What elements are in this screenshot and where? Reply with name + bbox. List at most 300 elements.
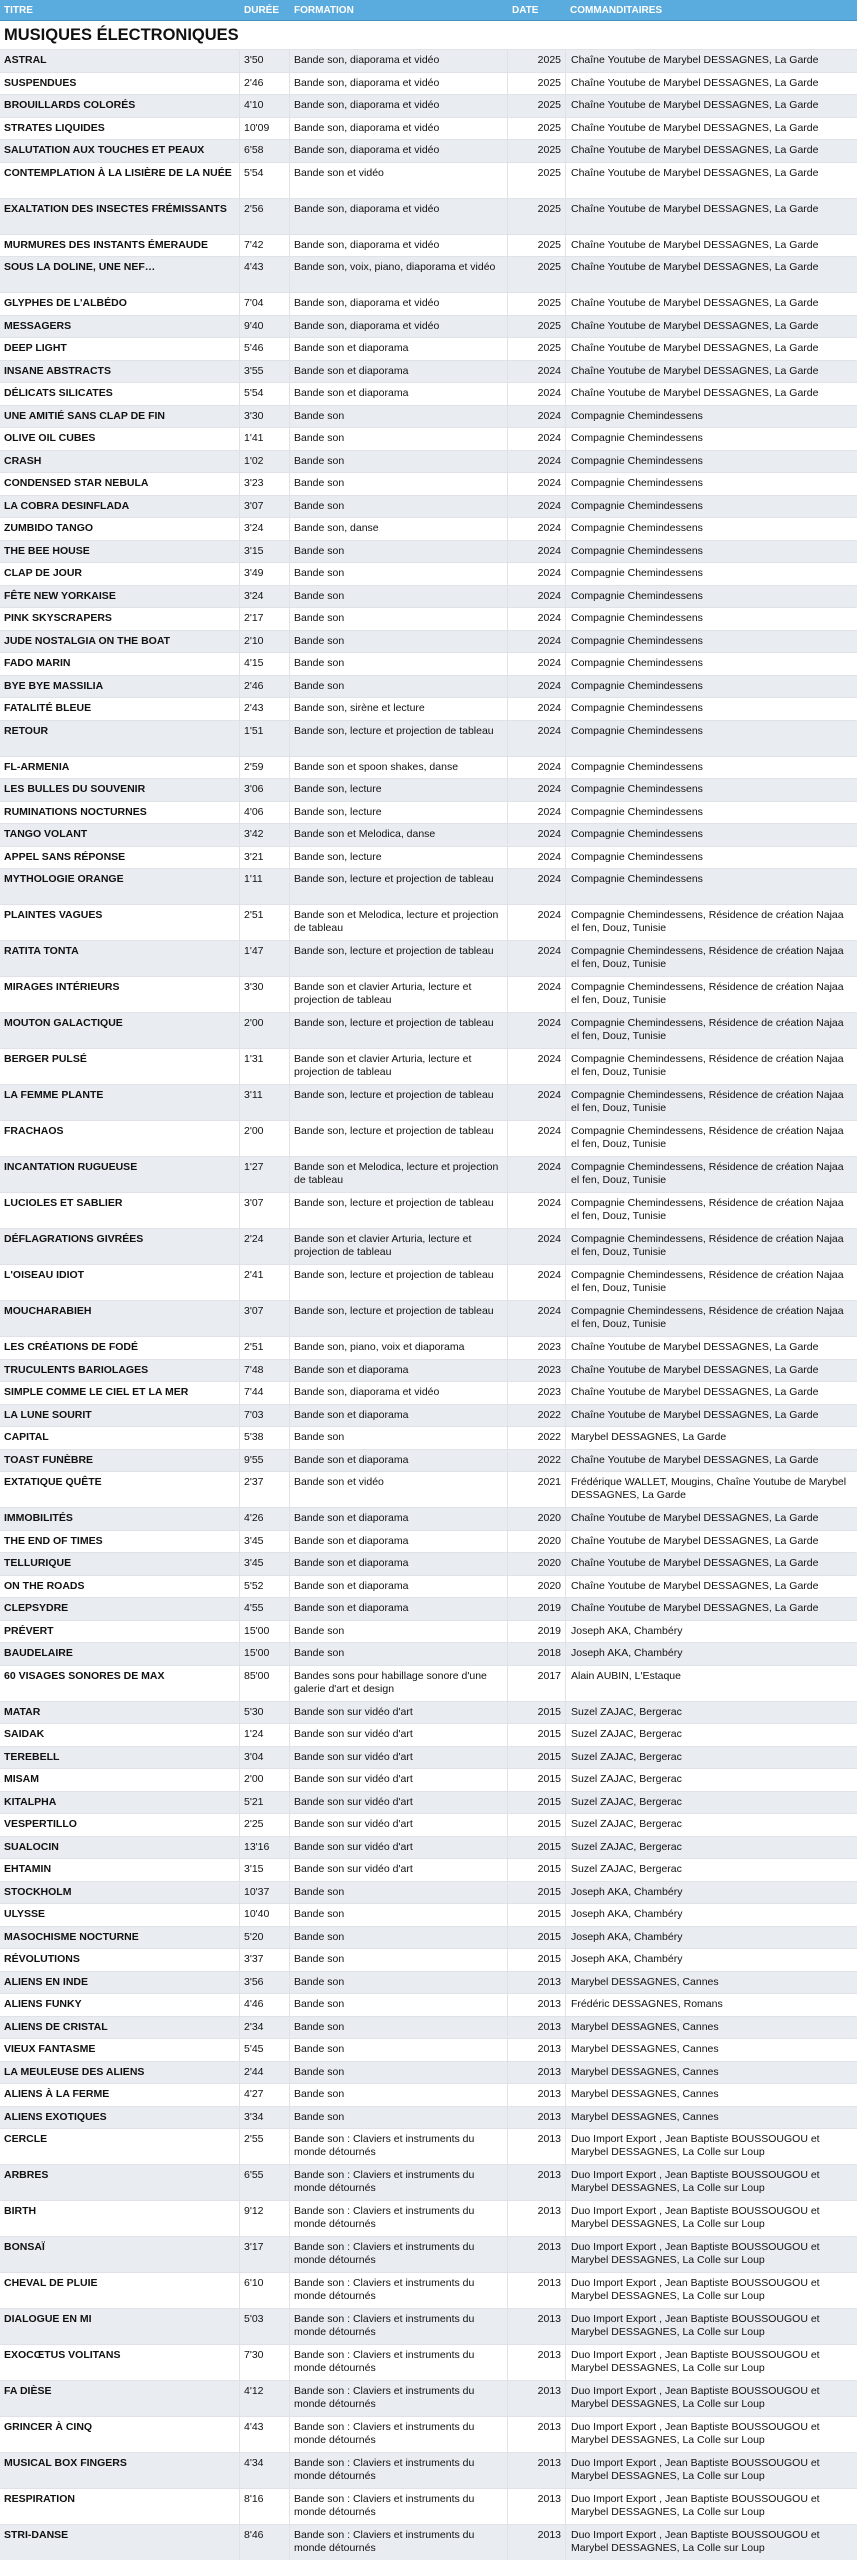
cell-titre: PRÉVERT bbox=[0, 1621, 240, 1643]
cell-formation: Bande son bbox=[290, 2017, 508, 2039]
cell-date: 2024 bbox=[508, 1013, 566, 1048]
cell-date: 2025 bbox=[508, 50, 566, 72]
cell-date: 2013 bbox=[508, 2201, 566, 2236]
cell-date: 2025 bbox=[508, 163, 566, 198]
cell-duree: 2'51 bbox=[240, 905, 290, 940]
table-row bbox=[0, 823, 857, 846]
table-row bbox=[0, 2524, 857, 2560]
table-row bbox=[0, 292, 857, 315]
table-row bbox=[0, 976, 857, 1012]
cell-date: 2022 bbox=[508, 1427, 566, 1449]
cell-formation: Bande son bbox=[290, 586, 508, 608]
cell-date: 2024 bbox=[508, 869, 566, 904]
cell-formation: Bande son bbox=[290, 473, 508, 495]
cell-date: 2025 bbox=[508, 316, 566, 338]
cell-titre: MOUTON GALACTIQUE bbox=[0, 1013, 240, 1048]
cell-commanditaires: Compagnie Chemindessens bbox=[571, 544, 703, 557]
cell-date: 2022 bbox=[508, 1405, 566, 1427]
cell-titre: L'OISEAU IDIOT bbox=[0, 1265, 240, 1300]
cell-titre: SALUTATION AUX TOUCHES ET PEAUX bbox=[0, 140, 240, 162]
cell-date: 2024 bbox=[508, 1121, 566, 1156]
cell-formation: Bande son, lecture et projection de tableau bbox=[290, 1193, 508, 1228]
cell-date: 2024 bbox=[508, 361, 566, 383]
cell-formation: Bande son bbox=[290, 1621, 508, 1643]
table-row bbox=[0, 1530, 857, 1553]
cell-titre: APPEL SANS RÉPONSE bbox=[0, 847, 240, 869]
cell-duree: 3'55 bbox=[240, 361, 290, 383]
table-row bbox=[0, 1858, 857, 1881]
cell-commanditaires: Marybel DESSAGNES, Cannes bbox=[571, 2043, 719, 2055]
cell-date: 2024 bbox=[508, 1157, 566, 1192]
table-row bbox=[0, 1665, 857, 1701]
cell-duree: 4'12 bbox=[240, 2381, 290, 2416]
cell-date: 2023 bbox=[508, 1382, 566, 1404]
cell-formation: Bande son bbox=[290, 1643, 508, 1665]
cell-formation: Bande son et diaporama bbox=[290, 1553, 508, 1575]
cell-date: 2024 bbox=[508, 1193, 566, 1228]
cell-duree: 7'04 bbox=[240, 293, 290, 315]
cell-duree: 2'55 bbox=[240, 2129, 290, 2164]
table-row bbox=[0, 1048, 857, 1084]
cell-commanditaires: Compagnie Chemindessens bbox=[571, 760, 703, 773]
cell-commanditaires: Compagnie Chemindessens bbox=[571, 409, 703, 422]
cell-date: 2025 bbox=[508, 199, 566, 234]
cell-commanditaires: Marybel DESSAGNES, Cannes bbox=[571, 2020, 719, 2033]
cell-commanditaires: Compagnie Chemindessens bbox=[571, 454, 703, 467]
cell-duree: 2'00 bbox=[240, 1013, 290, 1048]
table-row bbox=[0, 1120, 857, 1156]
cell-formation: Bande son et Melodica, danse bbox=[290, 824, 508, 846]
cell-commanditaires: Compagnie Chemindessens bbox=[571, 702, 703, 714]
table-row bbox=[0, 337, 857, 360]
cell-titre: RATITA TONTA bbox=[0, 941, 240, 976]
table-row bbox=[0, 630, 857, 653]
cell-formation: Bande son bbox=[290, 2062, 508, 2084]
cell-commanditaires: Joseph AKA, Chambéry bbox=[571, 1908, 683, 1920]
cell-date: 2013 bbox=[508, 1994, 566, 2016]
cell-titre: SUSPENDUES bbox=[0, 73, 240, 95]
cell-commanditaires: Chaîne Youtube de Marybel DESSAGNES, La Garde bbox=[571, 99, 819, 111]
cell-date: 2013 bbox=[508, 2039, 566, 2061]
table-row bbox=[0, 1449, 857, 1472]
cell-titre: FADO MARIN bbox=[0, 653, 240, 675]
cell-date: 2018 bbox=[508, 1643, 566, 1665]
table-row bbox=[0, 1926, 857, 1949]
table-row bbox=[0, 2038, 857, 2061]
cell-titre: FL-ARMENIA bbox=[0, 757, 240, 779]
cell-formation: Bande son, diaporama et vidéo bbox=[290, 199, 508, 234]
cell-titre: CONDENSED STAR NEBULA bbox=[0, 473, 240, 495]
cell-titre: MIRAGES INTÉRIEURS bbox=[0, 977, 240, 1012]
cell-titre: ALIENS FUNKY bbox=[0, 1994, 240, 2016]
table-row bbox=[0, 1903, 857, 1926]
cell-formation: Bande son : Claviers et instruments du monde détournés bbox=[290, 2309, 508, 2344]
table-header bbox=[0, 0, 857, 21]
cell-commanditaires: Chaîne Youtube de Marybel DESSAGNES, La Garde bbox=[571, 1386, 819, 1398]
cell-date: 2015 bbox=[508, 1814, 566, 1836]
cell-formation: Bande son, lecture et projection de tableau bbox=[290, 1301, 508, 1336]
cell-commanditaires: Compagnie Chemindessens bbox=[571, 783, 703, 795]
cell-date: 2015 bbox=[508, 1747, 566, 1769]
table-row bbox=[0, 360, 857, 383]
cell-titre: CONTEMPLATION À LA LISIÈRE DE LA NUÉE bbox=[0, 163, 240, 198]
cell-commanditaires: Chaîne Youtube de Marybel DESSAGNES, La Garde bbox=[571, 297, 819, 309]
cell-formation: Bande son sur vidéo d'art bbox=[290, 1837, 508, 1859]
cell-commanditaires: Chaîne Youtube de Marybel DESSAGNES, La Garde bbox=[571, 261, 819, 273]
cell-commanditaires: Chaîne Youtube de Marybel DESSAGNES, La Garde bbox=[571, 1453, 819, 1466]
cell-commanditaires: Joseph AKA, Chambéry bbox=[571, 1624, 683, 1637]
cell-duree: 2'46 bbox=[240, 676, 290, 698]
cell-commanditaires: Chaîne Youtube de Marybel DESSAGNES, La Garde bbox=[571, 166, 819, 179]
cell-commanditaires: Duo Import Export , Jean Baptiste BOUSSOUGOU et Marybel DESSAGNES, La Colle sur Loup bbox=[571, 2205, 820, 2230]
cell-titre: ON THE ROADS bbox=[0, 1576, 240, 1598]
cell-titre: BAUDELAIRE bbox=[0, 1643, 240, 1665]
cell-date: 2024 bbox=[508, 1085, 566, 1120]
cell-formation: Bande son bbox=[290, 428, 508, 450]
table-row bbox=[0, 1359, 857, 1382]
cell-duree: 2'00 bbox=[240, 1769, 290, 1791]
cell-duree: 10'37 bbox=[240, 1882, 290, 1904]
cell-duree: 2'43 bbox=[240, 698, 290, 720]
cell-commanditaires: Chaîne Youtube de Marybel DESSAGNES, La Garde bbox=[571, 1512, 819, 1524]
cell-commanditaires: Duo Import Export , Jean Baptiste BOUSSOUGOU et Marybel DESSAGNES, La Colle sur Loup bbox=[571, 2313, 820, 2338]
cell-formation: Bande son bbox=[290, 1972, 508, 1994]
cell-titre: ZUMBIDO TANGO bbox=[0, 518, 240, 540]
cell-formation: Bande son et Melodica, lecture et projection de tableau bbox=[290, 1157, 508, 1192]
cell-formation: Bande son, lecture et projection de tableau bbox=[290, 721, 508, 756]
cell-formation: Bande son, lecture et projection de tableau bbox=[290, 941, 508, 976]
cell-commanditaires: Chaîne Youtube de Marybel DESSAGNES, La Garde bbox=[571, 387, 819, 399]
cell-duree: 3'15 bbox=[240, 541, 290, 563]
cell-titre: TANGO VOLANT bbox=[0, 824, 240, 846]
cell-titre: ALIENS EN INDE bbox=[0, 1972, 240, 1994]
cell-commanditaires: Duo Import Export , Jean Baptiste BOUSSOUGOU et Marybel DESSAGNES, La Colle sur Loup bbox=[571, 2529, 820, 2554]
cell-formation: Bande son bbox=[290, 496, 508, 518]
table-row bbox=[0, 2452, 857, 2488]
cell-date: 2013 bbox=[508, 2017, 566, 2039]
table-row bbox=[0, 450, 857, 473]
cell-commanditaires: Compagnie Chemindessens, Résidence de création Najaa el fen, Douz, Tunisie bbox=[571, 1305, 844, 1330]
cell-titre: INCANTATION RUGUEUSE bbox=[0, 1157, 240, 1192]
cell-date: 2024 bbox=[508, 1265, 566, 1300]
cell-formation: Bande son sur vidéo d'art bbox=[290, 1724, 508, 1746]
cell-duree: 1'02 bbox=[240, 451, 290, 473]
table-row bbox=[0, 585, 857, 608]
cell-commanditaires: Duo Import Export , Jean Baptiste BOUSSOUGOU et Marybel DESSAGNES, La Colle sur Loup bbox=[571, 2421, 820, 2446]
cell-titre: BROUILLARDS COLORÉS bbox=[0, 95, 240, 117]
cell-formation: Bande son bbox=[290, 676, 508, 698]
cell-titre: LA COBRA DESINFLADA bbox=[0, 496, 240, 518]
cell-duree: 85'00 bbox=[240, 1666, 290, 1701]
cell-duree: 2'25 bbox=[240, 1814, 290, 1836]
cell-commanditaires: Compagnie Chemindessens bbox=[571, 828, 703, 840]
cell-commanditaires: Suzel ZAJAC, Bergerac bbox=[571, 1750, 682, 1763]
cell-formation: Bande son et diaporama bbox=[290, 361, 508, 383]
cell-date: 2022 bbox=[508, 1450, 566, 1472]
cell-commanditaires: Compagnie Chemindessens bbox=[571, 724, 703, 737]
cell-date: 2015 bbox=[508, 1949, 566, 1971]
cell-date: 2024 bbox=[508, 977, 566, 1012]
cell-titre: FA DIÈSE bbox=[0, 2381, 240, 2416]
cell-duree: 3'30 bbox=[240, 406, 290, 428]
cell-titre: TELLURIQUE bbox=[0, 1553, 240, 1575]
table-row bbox=[0, 139, 857, 162]
cell-duree: 2'17 bbox=[240, 608, 290, 630]
cell-commanditaires: Suzel ZAJAC, Bergerac bbox=[571, 1840, 682, 1853]
cell-commanditaires: Chaîne Youtube de Marybel DESSAGNES, La Garde bbox=[571, 1408, 819, 1421]
cell-duree: 15'00 bbox=[240, 1621, 290, 1643]
cell-duree: 3'45 bbox=[240, 1531, 290, 1553]
cell-formation: Bande son, diaporama et vidéo bbox=[290, 140, 508, 162]
cell-date: 2013 bbox=[508, 2453, 566, 2488]
cell-commanditaires: Compagnie Chemindessens bbox=[571, 612, 703, 624]
cell-date: 2024 bbox=[508, 847, 566, 869]
cell-formation: Bande son et clavier Arturia, lecture et projection de tableau bbox=[290, 977, 508, 1012]
table-row bbox=[0, 1881, 857, 1904]
cell-duree: 3'15 bbox=[240, 1859, 290, 1881]
cell-commanditaires: Duo Import Export , Jean Baptiste BOUSSOUGOU et Marybel DESSAGNES, La Colle sur Loup bbox=[571, 2277, 820, 2302]
cell-duree: 3'23 bbox=[240, 473, 290, 495]
cell-duree: 4'27 bbox=[240, 2084, 290, 2106]
cell-formation: Bande son, diaporama et vidéo bbox=[290, 118, 508, 140]
table-row bbox=[0, 1575, 857, 1598]
table-row bbox=[0, 1012, 857, 1048]
cell-titre: RETOUR bbox=[0, 721, 240, 756]
cell-date: 2024 bbox=[508, 757, 566, 779]
cell-duree: 3'37 bbox=[240, 1949, 290, 1971]
cell-titre: BYE BYE MASSILIA bbox=[0, 676, 240, 698]
cell-formation: Bande son et vidéo bbox=[290, 163, 508, 198]
cell-commanditaires: Alain AUBIN, L'Estaque bbox=[571, 1669, 681, 1682]
cell-formation: Bande son bbox=[290, 653, 508, 675]
cell-commanditaires: Joseph AKA, Chambéry bbox=[571, 1885, 683, 1898]
cell-titre: TEREBELL bbox=[0, 1747, 240, 1769]
cell-formation: Bande son et diaporama bbox=[290, 1508, 508, 1530]
section-title: MUSIQUES ÉLECTRONIQUES bbox=[4, 26, 239, 44]
cell-duree: 3'07 bbox=[240, 496, 290, 518]
cell-commanditaires: Compagnie Chemindessens, Résidence de création Najaa el fen, Douz, Tunisie bbox=[571, 981, 844, 1006]
cell-commanditaires: Duo Import Export , Jean Baptiste BOUSSOUGOU et Marybel DESSAGNES, La Colle sur Loup bbox=[571, 2169, 820, 2194]
cell-titre: CHEVAL DE PLUIE bbox=[0, 2273, 240, 2308]
cell-titre: LA FEMME PLANTE bbox=[0, 1085, 240, 1120]
cell-date: 2015 bbox=[508, 1702, 566, 1724]
cell-commanditaires: Chaîne Youtube de Marybel DESSAGNES, La Garde bbox=[571, 364, 819, 377]
cell-duree: 5'20 bbox=[240, 1927, 290, 1949]
table-row bbox=[0, 234, 857, 257]
cell-commanditaires: Chaîne Youtube de Marybel DESSAGNES, La Garde bbox=[571, 238, 819, 251]
cell-commanditaires: Compagnie Chemindessens bbox=[571, 657, 703, 669]
cell-titre: GLYPHES DE L'ALBÉDO bbox=[0, 293, 240, 315]
cell-commanditaires: Suzel ZAJAC, Bergerac bbox=[571, 1863, 682, 1875]
cell-commanditaires: Chaîne Youtube de Marybel DESSAGNES, La Garde bbox=[571, 144, 819, 156]
cell-formation: Bande son bbox=[290, 1927, 508, 1949]
cell-commanditaires: Duo Import Export , Jean Baptiste BOUSSOUGOU et Marybel DESSAGNES, La Colle sur Loup bbox=[571, 2241, 820, 2266]
cell-formation: Bande son sur vidéo d'art bbox=[290, 1792, 508, 1814]
cell-duree: 8'16 bbox=[240, 2489, 290, 2524]
cell-duree: 2'34 bbox=[240, 2017, 290, 2039]
cell-titre: LES CRÉATIONS DE FODÉ bbox=[0, 1337, 240, 1359]
cell-duree: 5'54 bbox=[240, 163, 290, 198]
cell-duree: 10'09 bbox=[240, 118, 290, 140]
cell-formation: Bande son et vidéo bbox=[290, 1472, 508, 1507]
cell-formation: Bande son, lecture et projection de tableau bbox=[290, 1265, 508, 1300]
cell-duree: 1'31 bbox=[240, 1049, 290, 1084]
cell-titre: MOUCHARABIEH bbox=[0, 1301, 240, 1336]
cell-titre: BIRTH bbox=[0, 2201, 240, 2236]
cell-titre: JUDE NOSTALGIA ON THE BOAT bbox=[0, 631, 240, 653]
cell-date: 2019 bbox=[508, 1621, 566, 1643]
cell-formation: Bande son bbox=[290, 2084, 508, 2106]
cell-commanditaires: Compagnie Chemindessens bbox=[571, 805, 703, 818]
cell-duree: 5'21 bbox=[240, 1792, 290, 1814]
cell-duree: 3'07 bbox=[240, 1301, 290, 1336]
cell-formation: Bande son bbox=[290, 1882, 508, 1904]
cell-date: 2025 bbox=[508, 235, 566, 257]
cell-date: 2024 bbox=[508, 653, 566, 675]
cell-date: 2013 bbox=[508, 1972, 566, 1994]
cell-date: 2017 bbox=[508, 1666, 566, 1701]
cell-duree: 4'10 bbox=[240, 95, 290, 117]
cell-duree: 2'00 bbox=[240, 1121, 290, 1156]
cell-date: 2020 bbox=[508, 1531, 566, 1553]
cell-commanditaires: Chaîne Youtube de Marybel DESSAGNES, La Garde bbox=[571, 1579, 819, 1592]
table-row bbox=[0, 1507, 857, 1530]
cell-duree: 2'10 bbox=[240, 631, 290, 653]
table-row bbox=[0, 1336, 857, 1359]
table-row bbox=[0, 94, 857, 117]
cell-commanditaires: Compagnie Chemindessens bbox=[571, 679, 703, 692]
cell-date: 2024 bbox=[508, 518, 566, 540]
cell-duree: 7'30 bbox=[240, 2345, 290, 2380]
cell-titre: THE END OF TIMES bbox=[0, 1531, 240, 1553]
cell-date: 2013 bbox=[508, 2129, 566, 2164]
table-row bbox=[0, 1620, 857, 1643]
cell-titre: EHTAMIN bbox=[0, 1859, 240, 1881]
cell-commanditaires: Compagnie Chemindessens bbox=[571, 567, 703, 579]
table-row bbox=[0, 405, 857, 428]
cell-commanditaires: Compagnie Chemindessens bbox=[571, 850, 703, 863]
cell-titre: SIMPLE COMME LE CIEL ET LA MER bbox=[0, 1382, 240, 1404]
cell-date: 2024 bbox=[508, 941, 566, 976]
cell-formation: Bande son, diaporama et vidéo bbox=[290, 1382, 508, 1404]
cell-commanditaires: Compagnie Chemindessens, Résidence de création Najaa el fen, Douz, Tunisie bbox=[571, 1233, 844, 1258]
cell-commanditaires: Compagnie Chemindessens bbox=[571, 522, 703, 534]
table-row bbox=[0, 1228, 857, 1264]
cell-titre: RUMINATIONS NOCTURNES bbox=[0, 802, 240, 824]
cell-date: 2013 bbox=[508, 2165, 566, 2200]
table-row bbox=[0, 2016, 857, 2039]
table-row bbox=[0, 697, 857, 720]
cell-formation: Bande son et spoon shakes, danse bbox=[290, 757, 508, 779]
cell-formation: Bande son, lecture bbox=[290, 802, 508, 824]
table-row bbox=[0, 904, 857, 940]
cell-titre: CERCLE bbox=[0, 2129, 240, 2164]
cell-date: 2024 bbox=[508, 406, 566, 428]
cell-duree: 7'03 bbox=[240, 1405, 290, 1427]
cell-formation: Bande son bbox=[290, 451, 508, 473]
cell-formation: Bande son, diaporama et vidéo bbox=[290, 50, 508, 72]
cell-formation: Bande son et diaporama bbox=[290, 1360, 508, 1382]
cell-titre: DIALOGUE EN MI bbox=[0, 2309, 240, 2344]
cell-titre: PINK SKYSCRAPERS bbox=[0, 608, 240, 630]
cell-commanditaires: Chaîne Youtube de Marybel DESSAGNES, La Garde bbox=[571, 1341, 819, 1353]
cell-formation: Bande son, diaporama et vidéo bbox=[290, 73, 508, 95]
cell-formation: Bande son et diaporama bbox=[290, 1450, 508, 1472]
cell-titre: LA MEULEUSE DES ALIENS bbox=[0, 2062, 240, 2084]
cell-date: 2013 bbox=[508, 2273, 566, 2308]
cell-formation: Bande son et diaporama bbox=[290, 383, 508, 405]
table-row bbox=[0, 1723, 857, 1746]
cell-date: 2013 bbox=[508, 2309, 566, 2344]
table-row bbox=[0, 256, 857, 292]
cell-date: 2021 bbox=[508, 1472, 566, 1507]
cell-titre: SOUS LA DOLINE, UNE NEF… bbox=[0, 257, 240, 292]
cell-duree: 3'49 bbox=[240, 563, 290, 585]
cell-date: 2024 bbox=[508, 383, 566, 405]
cell-duree: 3'24 bbox=[240, 518, 290, 540]
cell-duree: 15'00 bbox=[240, 1643, 290, 1665]
table-row bbox=[0, 540, 857, 563]
cell-commanditaires: Compagnie Chemindessens bbox=[571, 589, 703, 602]
cell-formation: Bande son, diaporama et vidéo bbox=[290, 235, 508, 257]
table-row bbox=[0, 1597, 857, 1620]
table-row bbox=[0, 198, 857, 234]
cell-duree: 6'10 bbox=[240, 2273, 290, 2308]
table-row bbox=[0, 162, 857, 198]
cell-duree: 1'51 bbox=[240, 721, 290, 756]
cell-duree: 2'56 bbox=[240, 199, 290, 234]
cell-commanditaires: Duo Import Export , Jean Baptiste BOUSSOUGOU et Marybel DESSAGNES, La Colle sur Loup bbox=[571, 2133, 820, 2158]
cell-duree: 4'43 bbox=[240, 2417, 290, 2452]
table-row bbox=[0, 2106, 857, 2129]
cell-titre: BONSAÏ bbox=[0, 2237, 240, 2272]
cell-date: 2023 bbox=[508, 1337, 566, 1359]
cell-formation: Bande son : Claviers et instruments du monde détournés bbox=[290, 2489, 508, 2524]
cell-formation: Bande son, lecture et projection de tableau bbox=[290, 1121, 508, 1156]
table-row bbox=[0, 72, 857, 95]
cell-duree: 2'37 bbox=[240, 1472, 290, 1507]
cell-date: 2024 bbox=[508, 698, 566, 720]
cell-duree: 5'54 bbox=[240, 383, 290, 405]
cell-commanditaires: Suzel ZAJAC, Bergerac bbox=[571, 1728, 682, 1740]
cell-titre: ULYSSE bbox=[0, 1904, 240, 1926]
cell-duree: 7'48 bbox=[240, 1360, 290, 1382]
cell-duree: 7'42 bbox=[240, 235, 290, 257]
cell-formation: Bande son : Claviers et instruments du monde détournés bbox=[290, 2273, 508, 2308]
cell-commanditaires: Joseph AKA, Chambéry bbox=[571, 1930, 683, 1943]
cell-date: 2015 bbox=[508, 1724, 566, 1746]
cell-titre: ALIENS EXOTIQUES bbox=[0, 2107, 240, 2129]
table-row bbox=[0, 2164, 857, 2200]
cell-date: 2025 bbox=[508, 257, 566, 292]
cell-formation: Bande son : Claviers et instruments du monde détournés bbox=[290, 2417, 508, 2452]
table-row bbox=[0, 472, 857, 495]
cell-titre: LA LUNE SOURIT bbox=[0, 1405, 240, 1427]
table-row bbox=[0, 2236, 857, 2272]
table-row bbox=[0, 315, 857, 338]
cell-formation: Bande son : Claviers et instruments du monde détournés bbox=[290, 2345, 508, 2380]
cell-commanditaires: Chaîne Youtube de Marybel DESSAGNES, La Garde bbox=[571, 1557, 819, 1569]
cell-commanditaires: Chaîne Youtube de Marybel DESSAGNES, La Garde bbox=[571, 121, 819, 134]
cell-titre: VESPERTILLO bbox=[0, 1814, 240, 1836]
table-row bbox=[0, 1813, 857, 1836]
cell-duree: 3'45 bbox=[240, 1553, 290, 1575]
cell-formation: Bande son bbox=[290, 608, 508, 630]
cell-commanditaires: Chaîne Youtube de Marybel DESSAGNES, La Garde bbox=[571, 319, 819, 332]
cell-titre: SUALOCIN bbox=[0, 1837, 240, 1859]
cell-date: 2013 bbox=[508, 2237, 566, 2272]
table-row bbox=[0, 2488, 857, 2524]
